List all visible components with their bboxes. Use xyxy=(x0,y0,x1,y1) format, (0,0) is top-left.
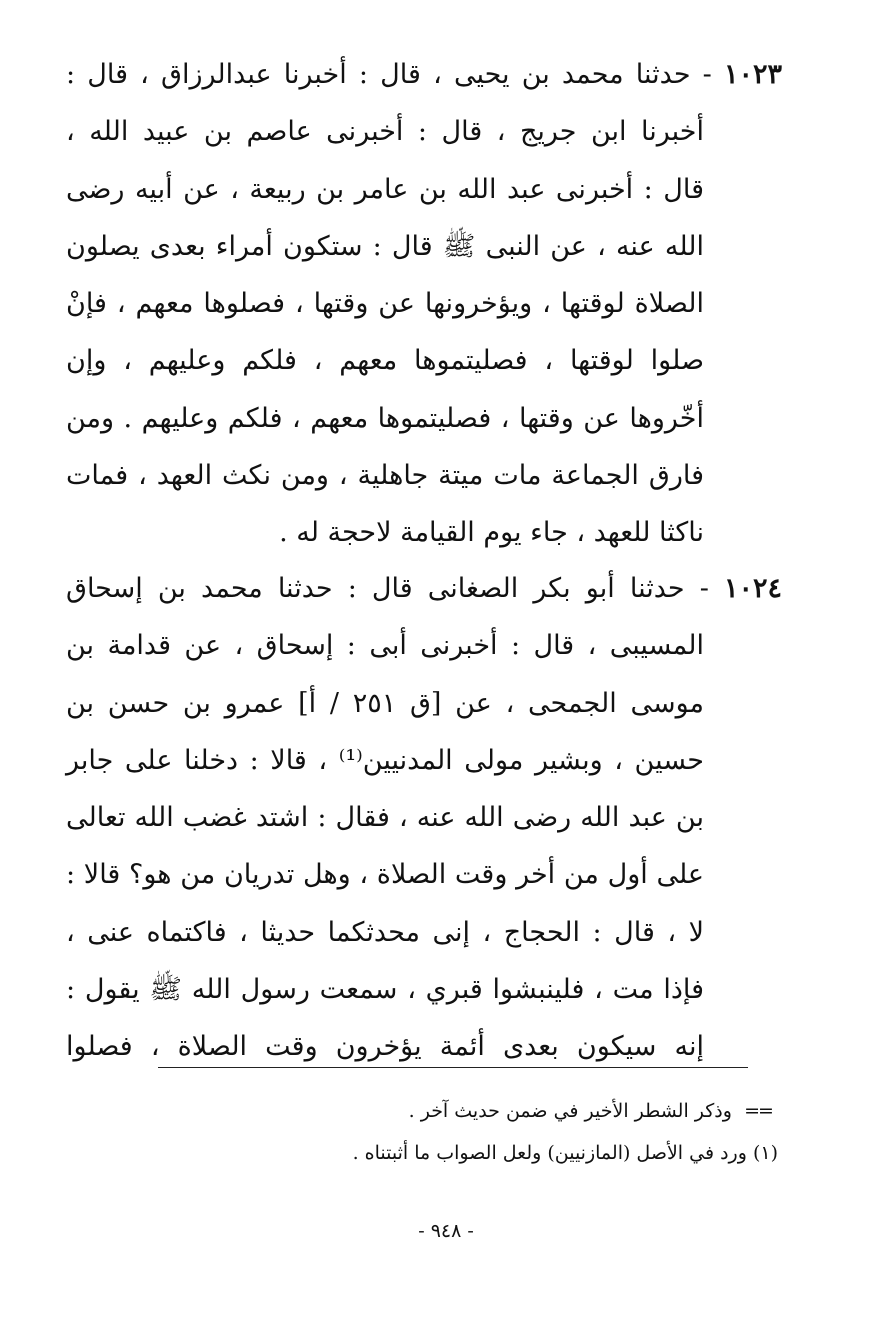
footnote-marker: (١) xyxy=(752,1142,778,1164)
footnote-1 xyxy=(158,1132,778,1174)
footnotes xyxy=(158,1090,778,1174)
hadith-line: موسى الجمحى ، عن [ق ٢٥١ / أ] عمرو بن حسن بن xyxy=(66,687,704,719)
footnote-text: ورد في الأصل (المازنيين) ولعل الصواب ما أثبتناه . xyxy=(352,1142,747,1164)
hadith-line: فإذا مت ، فلينبشوا قبري ، سمعت رسول الله ﷺ يقول : xyxy=(66,974,704,1006)
hadith-line xyxy=(66,46,782,103)
hadith-line: لا ، قال : الحجاج ، إنى محدثكما حديثا ، فاكتماه عنى ، xyxy=(66,916,704,948)
hadith-line: الله عنه ، عن النبى ﷺ قال : ستكون أمراء بعدى يصلون xyxy=(66,230,704,262)
hadith-line: ناكثا للعهد ، جاء يوم القيامة لاحجة له . xyxy=(279,517,704,549)
hadith-line: حسين ، وبشير مولى المدنيين⁽¹⁾ ، قالا : دخلنا على جابر xyxy=(66,744,704,776)
hadith-line: الصلاة لوقتها ، ويؤخرونها عن وقتها ، فصلوها معهم ، فإنْ xyxy=(66,288,704,320)
hadith-1024 xyxy=(66,560,782,1076)
hadith-line: إنه سيكون بعدى أئمة يؤخرون وقت الصلاة ، فصلوا xyxy=(66,1031,704,1063)
hadith-line: أخبرنا ابن جريج ، قال : أخبرنى عاصم بن عبيد الله ، xyxy=(66,116,704,148)
hadith-line: على أول من أخر وقت الصلاة ، وهل تدريان من هو؟ قالا : xyxy=(66,859,704,891)
hadith-line: المسيبى ، قال : أخبرنى أبى : إسحاق ، عن قدامة بن xyxy=(66,630,704,662)
hadith-1023 xyxy=(66,46,782,562)
hadith-line: أخّروها عن وقتها ، فصليتموها معهم ، فلكم وعليهم . ومن xyxy=(66,402,704,434)
hadith-line: بن عبد الله رضى الله عنه ، فقال : اشتد غضب الله تعالى xyxy=(66,802,704,834)
hadith-number: ١٠٢٣ xyxy=(723,59,782,90)
continuation-mark: == xyxy=(744,1100,772,1122)
hadith-number: ١٠٢٤ xyxy=(723,573,782,604)
hadith-line xyxy=(66,560,782,617)
hadith-line: قال : أخبرنى عبد الله بن عامر بن ربيعة ، عن أبيه رضى xyxy=(66,173,704,205)
footnote-continuation xyxy=(158,1090,778,1132)
page-number: - ٩٤٨ - xyxy=(418,1220,474,1242)
footnote-continuation-text: وذكر الشطر الأخير في ضمن حديث آخر . xyxy=(408,1100,732,1122)
footnote-divider xyxy=(158,1067,748,1068)
hadith-text: - حدثنا محمد بن يحيى ، قال : أخبرنا عبدالرزاق ، قال : xyxy=(66,59,712,90)
hadith-line: فارق الجماعة مات ميتة جاهلية ، ومن نكث العهد ، فمات xyxy=(66,460,704,492)
hadith-text: - حدثنا أبو بكر الصغانى قال : حدثنا محمد بن إسحاق xyxy=(66,573,709,604)
hadith-line: صلوا لوقتها ، فصليتموها معهم ، فلكم وعليهم ، وإن xyxy=(66,345,704,377)
